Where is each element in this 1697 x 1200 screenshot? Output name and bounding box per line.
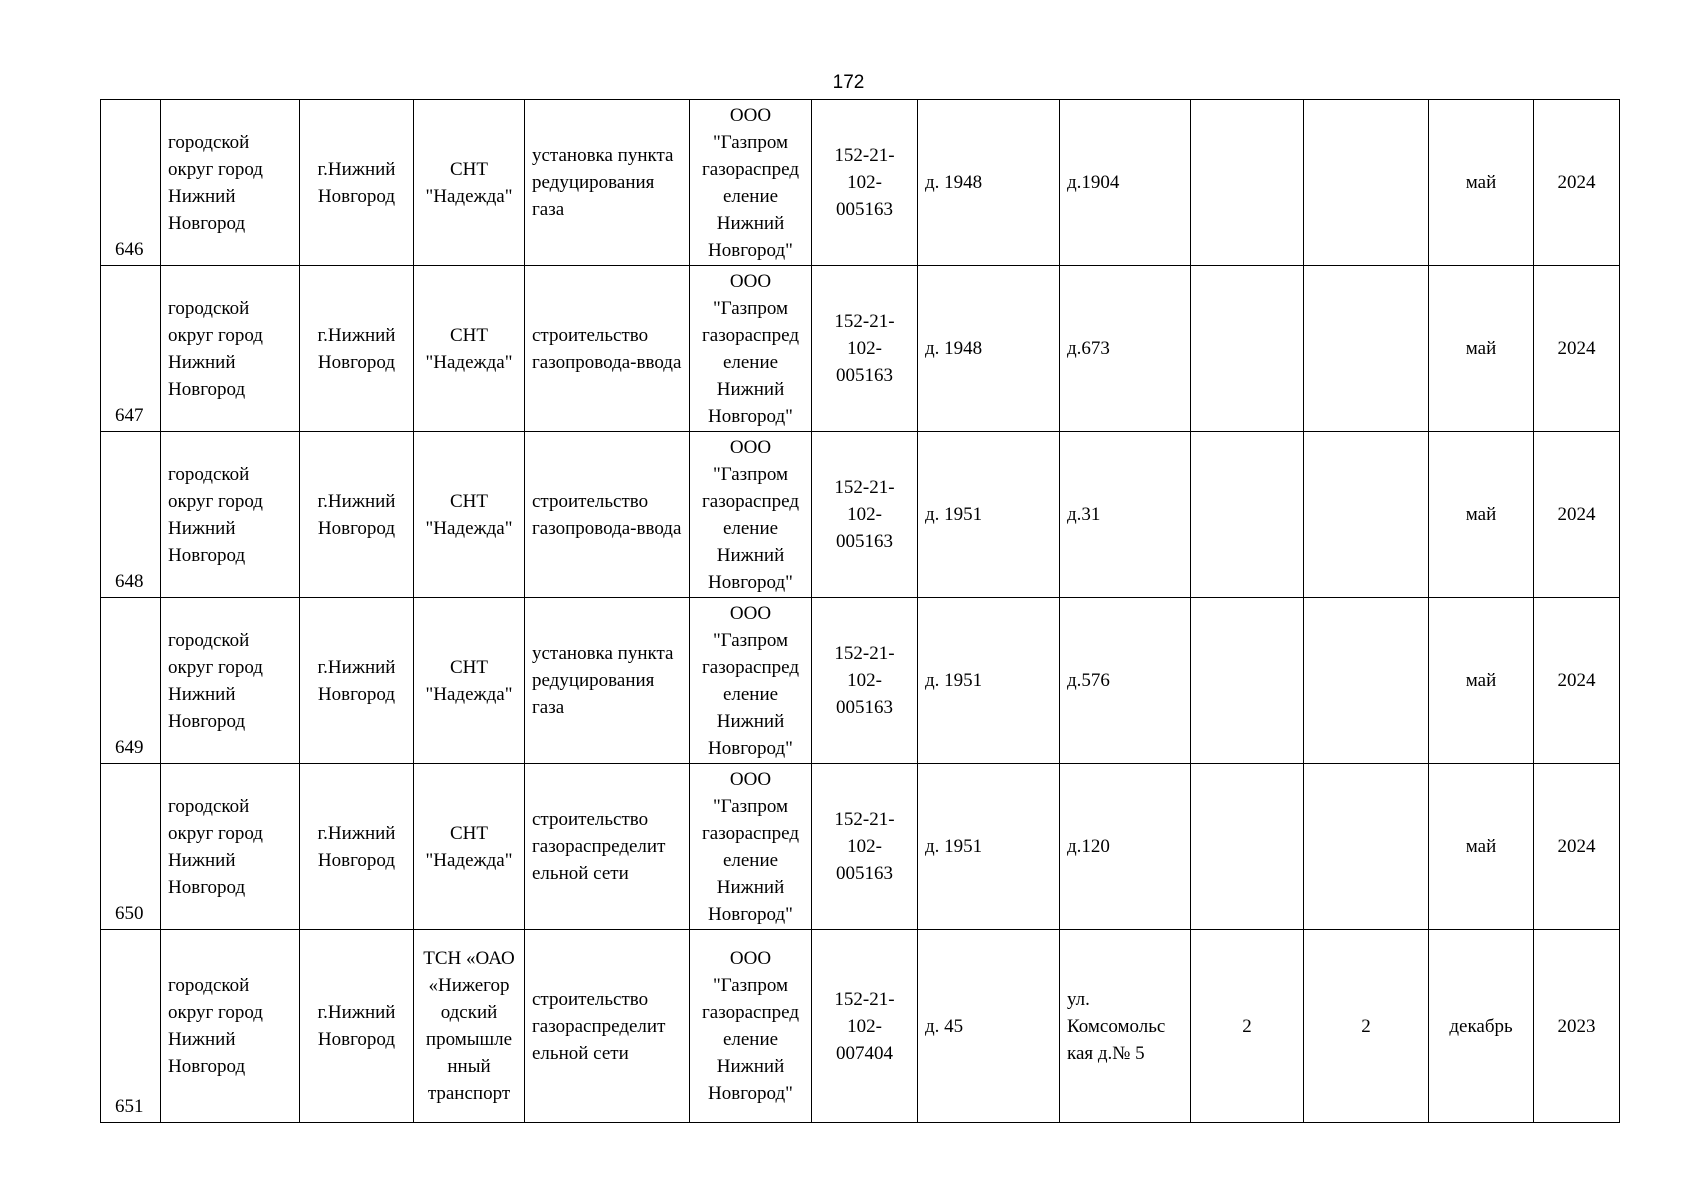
month-cell: май xyxy=(1429,266,1534,432)
year-cell: 2023 xyxy=(1534,930,1620,1123)
district-cell: городской округ город Нижний Новгород xyxy=(161,930,300,1123)
work-type-cell: строительство газораспределит ельной сети xyxy=(525,930,690,1123)
house-to-cell: д.576 xyxy=(1060,598,1191,764)
month-cell: май xyxy=(1429,100,1534,266)
row-number-cell: 646 xyxy=(101,100,161,266)
table-row xyxy=(101,930,1620,1123)
row-number-cell: 649 xyxy=(101,598,161,764)
page-number: 172 xyxy=(832,72,865,93)
work-type-cell: установка пункта редуцирования газа xyxy=(525,598,690,764)
month-cell: май xyxy=(1429,598,1534,764)
row-number-cell: 650 xyxy=(101,764,161,930)
work-type-cell: установка пункта редуцирования газа xyxy=(525,100,690,266)
work-type-cell: строительство газопровода-ввода xyxy=(525,266,690,432)
code-cell: 152-21-102-007404 xyxy=(812,930,918,1123)
organization-cell: ООО "Газпром газораспред еление Нижний Новгород" xyxy=(690,764,812,930)
city-cell: г.Нижний Новгород xyxy=(300,100,414,266)
city-cell: г.Нижний Новгород xyxy=(300,432,414,598)
house-to-cell: д.120 xyxy=(1060,764,1191,930)
value-a-cell: 2 xyxy=(1191,930,1304,1123)
year-cell: 2024 xyxy=(1534,266,1620,432)
city-cell: г.Нижний Новгород xyxy=(300,266,414,432)
year-cell: 2024 xyxy=(1534,432,1620,598)
city-cell: г.Нижний Новгород xyxy=(300,930,414,1123)
house-from-cell: д. 1951 xyxy=(918,764,1060,930)
value-b-cell xyxy=(1304,100,1429,266)
district-cell: городской округ город Нижний Новгород xyxy=(161,764,300,930)
table-row xyxy=(101,100,1620,266)
organization-cell: ООО "Газпром газораспред еление Нижний Новгород" xyxy=(690,598,812,764)
house-from-cell: д. 45 xyxy=(918,930,1060,1123)
organization-cell: ООО "Газпром газораспред еление Нижний Новгород" xyxy=(690,266,812,432)
code-cell: 152-21-102-005163 xyxy=(812,432,918,598)
year-cell: 2024 xyxy=(1534,764,1620,930)
organization-cell: ООО "Газпром газораспред еление Нижний Новгород" xyxy=(690,930,812,1123)
table-row xyxy=(101,598,1620,764)
city-cell: г.Нижний Новгород xyxy=(300,598,414,764)
house-to-cell: д.673 xyxy=(1060,266,1191,432)
organization-cell: ООО "Газпром газораспред еление Нижний Новгород" xyxy=(690,432,812,598)
city-cell: г.Нижний Новгород xyxy=(300,764,414,930)
value-b-cell xyxy=(1304,432,1429,598)
month-cell: декабрь xyxy=(1429,930,1534,1123)
value-a-cell xyxy=(1191,764,1304,930)
partnership-cell: СНТ "Надежда" xyxy=(414,266,525,432)
year-cell: 2024 xyxy=(1534,598,1620,764)
district-cell: городской округ город Нижний Новгород xyxy=(161,266,300,432)
work-type-cell: строительство газопровода-ввода xyxy=(525,432,690,598)
value-a-cell xyxy=(1191,266,1304,432)
year-cell: 2024 xyxy=(1534,100,1620,266)
house-to-cell: ул. Комсомольс кая д.№ 5 xyxy=(1060,930,1191,1123)
house-from-cell: д. 1951 xyxy=(918,432,1060,598)
code-cell: 152-21-102-005163 xyxy=(812,100,918,266)
table-row xyxy=(101,432,1620,598)
partnership-cell: СНТ "Надежда" xyxy=(414,598,525,764)
table-row xyxy=(101,764,1620,930)
house-from-cell: д. 1948 xyxy=(918,100,1060,266)
value-a-cell xyxy=(1191,598,1304,764)
code-cell: 152-21-102-005163 xyxy=(812,266,918,432)
value-b-cell xyxy=(1304,266,1429,432)
district-cell: городской округ город Нижний Новгород xyxy=(161,100,300,266)
gas-works-table xyxy=(100,99,1620,1123)
house-from-cell: д. 1948 xyxy=(918,266,1060,432)
house-to-cell: д.31 xyxy=(1060,432,1191,598)
row-number-cell: 651 xyxy=(101,930,161,1123)
district-cell: городской округ город Нижний Новгород xyxy=(161,598,300,764)
house-to-cell: д.1904 xyxy=(1060,100,1191,266)
month-cell: май xyxy=(1429,432,1534,598)
value-a-cell xyxy=(1191,100,1304,266)
work-type-cell: строительство газораспределит ельной сети xyxy=(525,764,690,930)
value-b-cell xyxy=(1304,598,1429,764)
district-cell: городской округ город Нижний Новгород xyxy=(161,432,300,598)
code-cell: 152-21-102-005163 xyxy=(812,598,918,764)
row-number-cell: 648 xyxy=(101,432,161,598)
value-b-cell xyxy=(1304,764,1429,930)
value-b-cell: 2 xyxy=(1304,930,1429,1123)
partnership-cell: СНТ "Надежда" xyxy=(414,100,525,266)
partnership-cell: СНТ "Надежда" xyxy=(414,432,525,598)
organization-cell: ООО "Газпром газораспред еление Нижний Новгород" xyxy=(690,100,812,266)
partnership-cell: СНТ "Надежда" xyxy=(414,764,525,930)
table-row xyxy=(101,266,1620,432)
house-from-cell: д. 1951 xyxy=(918,598,1060,764)
month-cell: май xyxy=(1429,764,1534,930)
row-number-cell: 647 xyxy=(101,266,161,432)
code-cell: 152-21-102-005163 xyxy=(812,764,918,930)
partnership-cell: ТСН «ОАО «Нижегор одский промышле нный транспорт xyxy=(414,930,525,1123)
value-a-cell xyxy=(1191,432,1304,598)
